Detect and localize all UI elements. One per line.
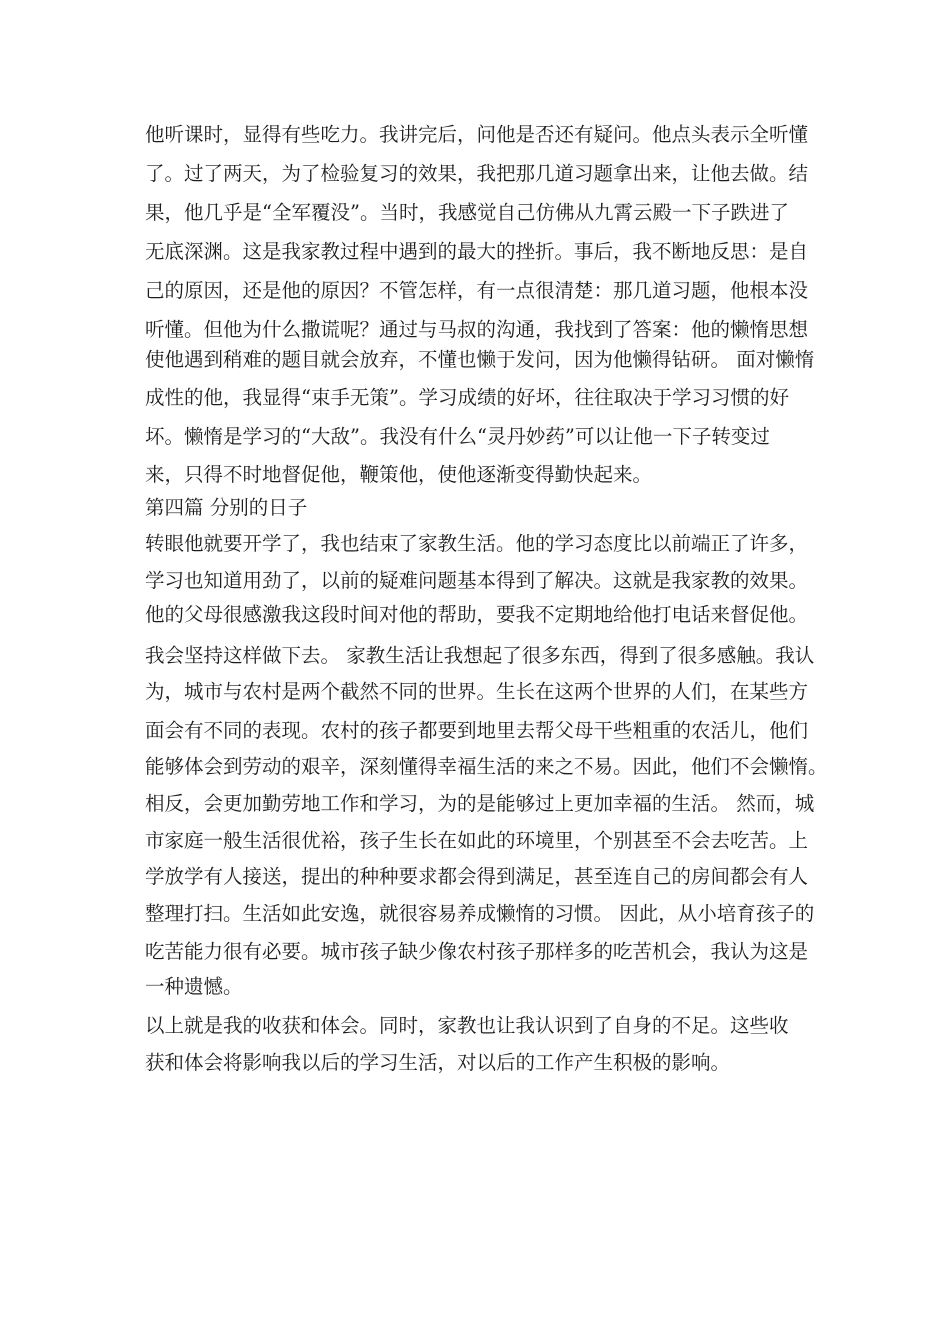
text-line: 为，城市与农村是两个截然不同的世界。生长在这两个世界的人们，在某些方 <box>145 680 809 703</box>
text-line: 面会有不同的表现。农村的孩子都要到地里去帮父母干些粗重的农活儿，他们 <box>145 719 809 742</box>
text-line: 我会坚持这样做下去。 家教生活让我想起了很多东西，得到了很多感触。我认 <box>145 644 815 667</box>
text-line: 学放学有人接送，提出的种种要求都会得到满足，甚至连自己的房间都会有人 <box>145 865 809 888</box>
text-line: 一种遗憾。 <box>145 975 243 998</box>
section-heading: 第四篇 分别的日子 <box>145 496 308 519</box>
text-line: 了。过了两天，为了检验复习的效果，我把那几道习题拿出来，让他去做。结 <box>145 162 809 185</box>
text-line: 果，他几乎是“全军覆没”。当时，我感觉自己仿佛从九霄云殿一下子跌进了 <box>145 201 789 224</box>
text-line: 学习也知道用劲了，以前的疑难问题基本得到了解决。这就是我家教的效果。 <box>145 569 809 592</box>
text-line: 吃苦能力很有必要。城市孩子缺少像农村孩子那样多的吃苦机会，我认为这是 <box>145 940 809 963</box>
text-line: 转眼他就要开学了，我也结束了家教生活。他的学习态度比以前端正了许多， <box>145 532 809 555</box>
text-line: 他的父母很感激我这段时间对他的帮助，要我不定期地给他打电话来督促他。 <box>145 603 809 626</box>
text-line: 来，只得不时地督促他，鞭策他，使他逐渐变得勤快起来。 <box>145 463 653 486</box>
text-line: 己的原因，还是他的原因？不管怎样，有一点很清楚：那几道习题，他根本没 <box>145 279 809 302</box>
text-line: 无底深渊。这是我家教过程中遇到的最大的挫折。事后，我不断地反思：是自 <box>145 240 809 263</box>
text-line: 听懂。但他为什么撒谎呢？通过与马叔的沟通，我找到了答案：他的懒惰思想 <box>145 318 809 341</box>
text-line: 以上就是我的收获和体会。同时，家教也让我认识到了自身的不足。这些收 <box>145 1014 789 1037</box>
text-line: 他听课时，显得有些吃力。我讲完后，问他是否还有疑问。他点头表示全听懂 <box>145 123 809 146</box>
text-line: 获和体会将影响我以后的学习生活，对以后的工作产生积极的影响。 <box>145 1051 731 1074</box>
text-line: 市家庭一般生活很优裕，孩子生长在如此的环境里，个别甚至不会去吃苦。上 <box>145 829 809 852</box>
text-line: 能够体会到劳动的艰辛，深刻懂得幸福生活的来之不易。因此，他们不会懒惰。 <box>145 755 828 778</box>
text-line: 整理打扫。生活如此安逸，就很容易养成懒惰的习惯。 因此，从小培育孩子的 <box>145 902 815 925</box>
text-line: 相反，会更加勤劳地工作和学习，为的是能够过上更加幸福的生活。 然而，城 <box>145 792 815 815</box>
text-line: 使他遇到稍难的题目就会放弃，不懂也懒于发问，因为他懒得钻研。 面对懒惰 <box>145 348 815 371</box>
text-line: 成性的他，我显得“束手无策”。学习成绩的好坏，往往取决于学习习惯的好 <box>145 386 789 409</box>
text-line: 坏。懒惰是学习的“大敌”。我没有什么“灵丹妙药”可以让他一下子转变过 <box>145 425 770 448</box>
